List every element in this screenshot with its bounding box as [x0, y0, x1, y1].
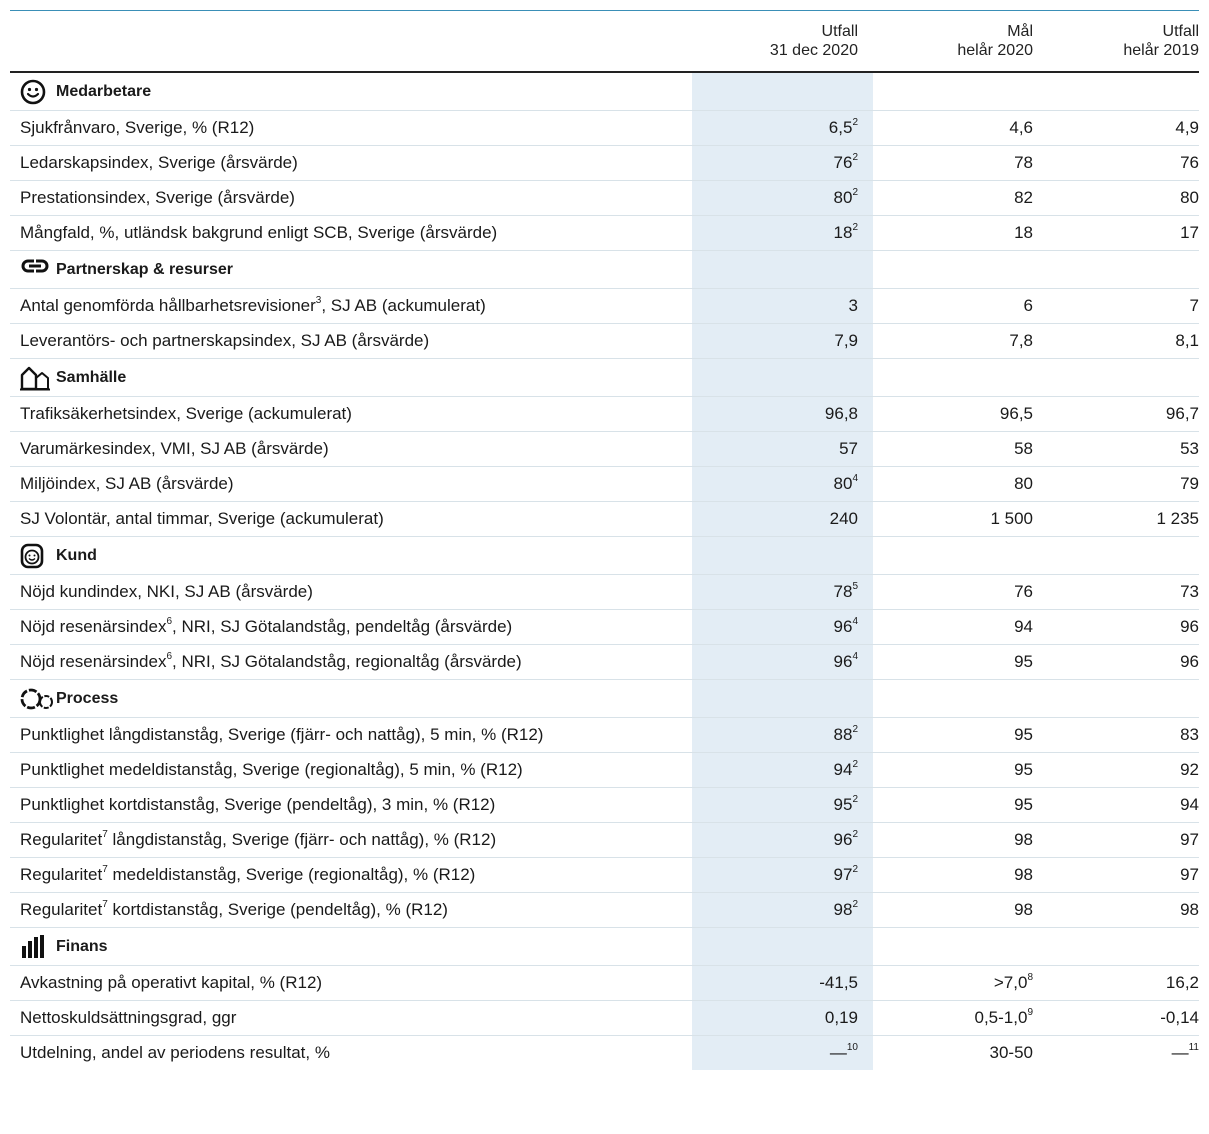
table-row: [10, 502, 1199, 537]
table-row: [10, 181, 1199, 216]
row-label-text: Punktlighet långdistanståg, Sverige (fjärr- och nattåg), 5 min, % (R12): [20, 725, 544, 744]
row-label-text: Ledarskapsindex, Sverige (årsvärde): [20, 153, 298, 172]
value-cell-v2: [873, 467, 1033, 502]
row-label-text: Nöjd kundindex, NKI, SJ AB (årsvärde): [20, 582, 313, 601]
section-cell-v2: [873, 680, 1033, 718]
header-line: Utfall: [1162, 23, 1199, 40]
table-row: [10, 324, 1199, 359]
row-label-text: Avkastning på operativt kapital, % (R12): [20, 973, 323, 992]
value-cell-v3: [1033, 966, 1199, 1001]
row-label-text: Nettoskuldsättningsgrad, ggr: [20, 1008, 237, 1027]
value-cell-v1: [692, 467, 873, 502]
value-text: 98: [1180, 900, 1199, 919]
value-cell-v2: [873, 893, 1033, 928]
section-header: [10, 72, 692, 111]
section-cell-v2: [873, 251, 1033, 289]
value-text: 16,2: [1165, 973, 1199, 992]
row-label-text: Sjukfrånvaro, Sverige, % (R12): [20, 118, 255, 137]
value-text: 80: [1180, 188, 1199, 207]
row-label-text: Regularitet: [20, 830, 103, 849]
row-label: [10, 1036, 692, 1071]
row-label: [10, 753, 692, 788]
value-cell-v3: [1033, 893, 1199, 928]
footnote-ref: 2: [852, 117, 858, 129]
row-label: [10, 718, 692, 753]
value-text: 76: [1014, 582, 1033, 601]
table-row: [10, 718, 1199, 753]
value-cell-v1: [692, 966, 873, 1001]
value-text: 96: [1180, 652, 1199, 671]
section-cell-v2: [873, 359, 1033, 397]
section-header: [10, 928, 692, 966]
section-title: Partnerskap & resurser: [56, 260, 233, 278]
value-text: 95: [1014, 795, 1033, 814]
value-cell-v2: [873, 432, 1033, 467]
section-cell-v1: [692, 359, 873, 397]
value-text: 94: [1180, 795, 1199, 814]
value-text: 95: [1014, 652, 1033, 671]
section-header: [10, 251, 692, 289]
value-cell-v3: [1033, 645, 1199, 680]
header-mal-2020: [873, 11, 1033, 72]
section-cell-v1: [692, 72, 873, 111]
value-text: >7,0: [993, 973, 1028, 992]
value-text: 7,9: [834, 331, 858, 350]
table-row: [10, 432, 1199, 467]
header-line: helår 2019: [1123, 42, 1199, 59]
row-label: [10, 788, 692, 823]
chain-link-icon: [20, 257, 50, 283]
header-utfall-2020: [692, 11, 873, 72]
kpi-table: [10, 11, 1199, 1070]
value-cell-v1: [692, 324, 873, 359]
row-label: [10, 966, 692, 1001]
row-label-text: Miljöindex, SJ AB (årsvärde): [20, 474, 234, 493]
value-cell-v2: [873, 289, 1033, 324]
value-cell-v3: [1033, 181, 1199, 216]
footnote-ref: 7: [102, 864, 108, 876]
value-text: 98: [1014, 830, 1033, 849]
row-label: [10, 502, 692, 537]
value-text: 30-50: [989, 1043, 1033, 1062]
value-cell-v1: [692, 397, 873, 432]
footnote-ref: 2: [852, 829, 858, 841]
value-text: 8,1: [1175, 331, 1199, 350]
table-row: [10, 610, 1199, 645]
value-text: 97: [1180, 830, 1199, 849]
table-row: [10, 216, 1199, 251]
section-cell-v2: [873, 537, 1033, 575]
value-text: 96,5: [999, 404, 1033, 423]
value-cell-v2: [873, 502, 1033, 537]
value-cell-v2: [873, 718, 1033, 753]
value-text: 1 235: [1156, 509, 1199, 528]
value-text: 96,8: [824, 404, 858, 423]
section-cell-v3: [1033, 680, 1199, 718]
value-cell-v3: [1033, 324, 1199, 359]
section-cell-v3: [1033, 359, 1199, 397]
header-line: 31 dec 2020: [769, 42, 858, 59]
table-row: [10, 1001, 1199, 1036]
section-cell-v3: [1033, 251, 1199, 289]
section-title: Kund: [56, 546, 97, 564]
value-cell-v1: [692, 610, 873, 645]
section-row: [10, 680, 1199, 718]
value-cell-v3: [1033, 823, 1199, 858]
value-text: 3: [848, 296, 858, 315]
value-cell-v1: [692, 1001, 873, 1036]
value-cell-v3: [1033, 146, 1199, 181]
value-cell-v1: [692, 753, 873, 788]
value-text: 0,5-1,0: [974, 1008, 1028, 1027]
row-label: [10, 111, 692, 146]
value-text: 240: [829, 509, 858, 528]
footnote-ref: 2: [852, 222, 858, 234]
value-text: 80: [833, 474, 853, 493]
value-cell-v3: [1033, 111, 1199, 146]
row-label-text: Regularitet: [20, 900, 103, 919]
table-body: [10, 72, 1199, 1070]
section-row: [10, 251, 1199, 289]
row-label: [10, 645, 692, 680]
value-cell-v2: [873, 966, 1033, 1001]
value-text: 82: [1014, 188, 1033, 207]
row-label-text: Regularitet: [20, 865, 103, 884]
value-cell-v2: [873, 216, 1033, 251]
footnote-ref: 2: [852, 794, 858, 806]
value-text: 18: [1014, 223, 1033, 242]
header-utfall-2019: [1033, 11, 1199, 72]
section-cell-v2: [873, 928, 1033, 966]
row-label-text: SJ Volontär, antal timmar, Sverige (ackumulerat): [20, 509, 384, 528]
row-label-suffix: , NRI, SJ Götalandståg, pendeltåg (årsvärde): [172, 617, 513, 636]
header-label-cell: [10, 11, 692, 72]
row-label-text: Utdelning, andel av periodens resultat, %: [20, 1043, 330, 1062]
value-text: 0,19: [824, 1008, 858, 1027]
footnote-ref: 2: [852, 759, 858, 771]
value-cell-v3: [1033, 432, 1199, 467]
value-cell-v1: [692, 432, 873, 467]
row-label-text: Punktlighet medeldistanståg, Sverige (regionaltåg), 5 min, % (R12): [20, 760, 523, 779]
value-text: 57: [839, 439, 858, 458]
value-text: 1 500: [990, 509, 1033, 528]
row-label-suffix: kortdistanståg, Sverige (pendeltåg), % (R12): [107, 900, 448, 919]
footnote-ref: 6: [166, 616, 173, 628]
value-text: 76: [833, 153, 853, 172]
value-cell-v2: [873, 823, 1033, 858]
value-cell-v1: [692, 1036, 873, 1071]
value-cell-v3: [1033, 502, 1199, 537]
row-label: [10, 181, 692, 216]
value-cell-v3: [1033, 788, 1199, 823]
row-label: [10, 610, 692, 645]
section-cell-v2: [873, 72, 1033, 111]
row-label: [10, 289, 692, 324]
value-cell-v1: [692, 718, 873, 753]
table-row: [10, 289, 1199, 324]
row-label: [10, 397, 692, 432]
row-label-text: Nöjd resenärsindex: [20, 652, 167, 671]
footnote-ref: 4: [852, 616, 858, 628]
row-label-suffix: , SJ AB (ackumulerat): [321, 296, 486, 315]
value-cell-v1: [692, 645, 873, 680]
value-text: 7: [1189, 296, 1199, 315]
row-label-suffix: , NRI, SJ Götalandståg, regionaltåg (årsvärde): [172, 652, 522, 671]
kpi-table-container: [10, 10, 1199, 1070]
value-cell-v2: [873, 1001, 1033, 1036]
value-cell-v2: [873, 1036, 1033, 1071]
table-row: [10, 467, 1199, 502]
value-cell-v1: [692, 858, 873, 893]
row-label-suffix: långdistanståg, Sverige (fjärr- och nattåg), % (R12): [107, 830, 497, 849]
table-row: [10, 858, 1199, 893]
row-label: [10, 1001, 692, 1036]
table-row: [10, 645, 1199, 680]
table-row: [10, 823, 1199, 858]
value-text: 95: [833, 795, 853, 814]
row-label-text: Prestationsindex, Sverige (årsvärde): [20, 188, 295, 207]
footnote-ref: 2: [852, 864, 858, 876]
section-row: [10, 359, 1199, 397]
value-text: —: [829, 1043, 847, 1062]
table-row: [10, 788, 1199, 823]
table-row: [10, 893, 1199, 928]
footnote-ref: 2: [852, 152, 858, 164]
footnote-ref: 10: [846, 1042, 858, 1054]
table-row: [10, 111, 1199, 146]
value-cell-v3: [1033, 1036, 1199, 1071]
section-row: [10, 537, 1199, 575]
footnote-ref: 5: [852, 581, 858, 593]
value-text: 96: [833, 617, 853, 636]
value-text: 79: [1180, 474, 1199, 493]
value-cell-v1: [692, 575, 873, 610]
row-label-suffix: medeldistanståg, Sverige (regionaltåg), % (R12): [107, 865, 476, 884]
value-cell-v2: [873, 181, 1033, 216]
section-header: [10, 537, 692, 575]
value-text: —: [1171, 1043, 1189, 1062]
footnote-ref: 8: [1027, 972, 1033, 984]
value-text: 6: [1023, 296, 1033, 315]
table-row: [10, 753, 1199, 788]
value-cell-v2: [873, 788, 1033, 823]
value-cell-v1: [692, 181, 873, 216]
value-cell-v2: [873, 397, 1033, 432]
table-header: [10, 11, 1199, 72]
footnote-ref: 2: [852, 187, 858, 199]
value-text: -0,14: [1160, 1008, 1199, 1027]
value-text: 7,8: [1009, 331, 1033, 350]
value-cell-v1: [692, 111, 873, 146]
value-cell-v1: [692, 502, 873, 537]
section-header: [10, 359, 692, 397]
value-cell-v2: [873, 753, 1033, 788]
value-text: 73: [1180, 582, 1199, 601]
section-title: Process: [56, 689, 119, 707]
value-text: 98: [833, 900, 853, 919]
value-text: 53: [1180, 439, 1199, 458]
row-label-text: Trafiksäkerhetsindex, Sverige (ackumulerat): [20, 404, 352, 423]
section-header: [10, 680, 692, 718]
value-cell-v3: [1033, 575, 1199, 610]
value-cell-v2: [873, 575, 1033, 610]
value-cell-v2: [873, 858, 1033, 893]
footnote-ref: 7: [102, 899, 108, 911]
value-text: 94: [1014, 617, 1033, 636]
section-title: Finans: [56, 937, 108, 955]
row-label-text: Nöjd resenärsindex: [20, 617, 167, 636]
table-row: [10, 575, 1199, 610]
value-text: 4,9: [1175, 118, 1199, 137]
value-text: 98: [1014, 900, 1033, 919]
section-row: [10, 72, 1199, 111]
footnote-ref: 9: [1027, 1007, 1033, 1019]
footnote-ref: 2: [852, 724, 858, 736]
section-title: Medarbetare: [56, 82, 152, 100]
value-cell-v2: [873, 610, 1033, 645]
section-title: Samhälle: [56, 368, 127, 386]
footnote-ref: 7: [102, 829, 108, 841]
value-cell-v3: [1033, 1001, 1199, 1036]
row-label: [10, 575, 692, 610]
value-cell-v2: [873, 146, 1033, 181]
section-cell-v3: [1033, 928, 1199, 966]
value-text: -41,5: [819, 973, 858, 992]
row-label: [10, 324, 692, 359]
row-label-text: Antal genomförda hållbarhetsrevisioner: [20, 296, 316, 315]
header-line: Mål: [1007, 23, 1033, 40]
value-cell-v3: [1033, 858, 1199, 893]
value-text: 4,6: [1009, 118, 1033, 137]
section-cell-v3: [1033, 537, 1199, 575]
value-text: 58: [1014, 439, 1033, 458]
table-row: [10, 397, 1199, 432]
row-label-text: Varumärkesindex, VMI, SJ AB (årsvärde): [20, 439, 329, 458]
gears-icon: [20, 686, 50, 712]
value-text: 96,7: [1165, 404, 1199, 423]
value-cell-v1: [692, 146, 873, 181]
value-text: 18: [833, 223, 853, 242]
row-label: [10, 858, 692, 893]
footnote-ref: 4: [852, 473, 858, 485]
value-text: 95: [1014, 760, 1033, 779]
value-text: 76: [1180, 153, 1199, 172]
value-cell-v1: [692, 289, 873, 324]
row-label: [10, 216, 692, 251]
footnote-ref: 11: [1188, 1042, 1199, 1054]
value-text: 97: [1180, 865, 1199, 884]
value-cell-v2: [873, 645, 1033, 680]
section-cell-v1: [692, 537, 873, 575]
section-cell-v1: [692, 251, 873, 289]
value-text: 78: [1014, 153, 1033, 172]
section-cell-v3: [1033, 72, 1199, 111]
value-text: 92: [1180, 760, 1199, 779]
value-cell-v1: [692, 216, 873, 251]
row-label-text: Leverantörs- och partnerskapsindex, SJ AB (årsvärde): [20, 331, 430, 350]
section-cell-v1: [692, 680, 873, 718]
table-row: [10, 1036, 1199, 1071]
value-cell-v1: [692, 788, 873, 823]
value-cell-v3: [1033, 753, 1199, 788]
bar-chart-icon: [20, 934, 50, 960]
table-row: [10, 966, 1199, 1001]
value-cell-v1: [692, 893, 873, 928]
row-label-text: Punktlighet kortdistanståg, Sverige (pendeltåg), 3 min, % (R12): [20, 795, 496, 814]
smiley-face-icon: [20, 79, 50, 105]
header-line: helår 2020: [957, 42, 1033, 59]
value-text: 83: [1180, 725, 1199, 744]
table-row: [10, 146, 1199, 181]
row-label: [10, 467, 692, 502]
value-cell-v3: [1033, 610, 1199, 645]
value-cell-v1: [692, 823, 873, 858]
section-row: [10, 928, 1199, 966]
row-label: [10, 432, 692, 467]
value-cell-v3: [1033, 289, 1199, 324]
footnote-ref: 4: [852, 651, 858, 663]
value-text: 80: [1014, 474, 1033, 493]
footnote-ref: 6: [166, 651, 173, 663]
value-text: 96: [1180, 617, 1199, 636]
value-cell-v3: [1033, 216, 1199, 251]
row-label-text: Mångfald, %, utländsk bakgrund enligt SCB, Sverige (årsvärde): [20, 223, 498, 242]
houses-icon: [20, 365, 50, 391]
value-text: 6,5: [828, 118, 853, 137]
value-cell-v2: [873, 324, 1033, 359]
row-label: [10, 146, 692, 181]
value-cell-v3: [1033, 467, 1199, 502]
value-text: 94: [833, 760, 853, 779]
value-text: 97: [833, 865, 853, 884]
value-text: 96: [833, 830, 853, 849]
footnote-ref: 2: [852, 899, 858, 911]
value-text: 98: [1014, 865, 1033, 884]
section-cell-v1: [692, 928, 873, 966]
value-cell-v3: [1033, 397, 1199, 432]
header-line: Utfall: [821, 23, 858, 40]
value-text: 96: [833, 652, 853, 671]
footnote-ref: 3: [315, 295, 322, 307]
value-cell-v3: [1033, 718, 1199, 753]
row-label: [10, 823, 692, 858]
value-text: 88: [833, 725, 853, 744]
value-text: 17: [1180, 223, 1199, 242]
value-text: 78: [833, 582, 853, 601]
value-text: 80: [833, 188, 853, 207]
value-text: 95: [1014, 725, 1033, 744]
row-label: [10, 893, 692, 928]
value-cell-v2: [873, 111, 1033, 146]
customer-face-icon: [20, 543, 50, 569]
